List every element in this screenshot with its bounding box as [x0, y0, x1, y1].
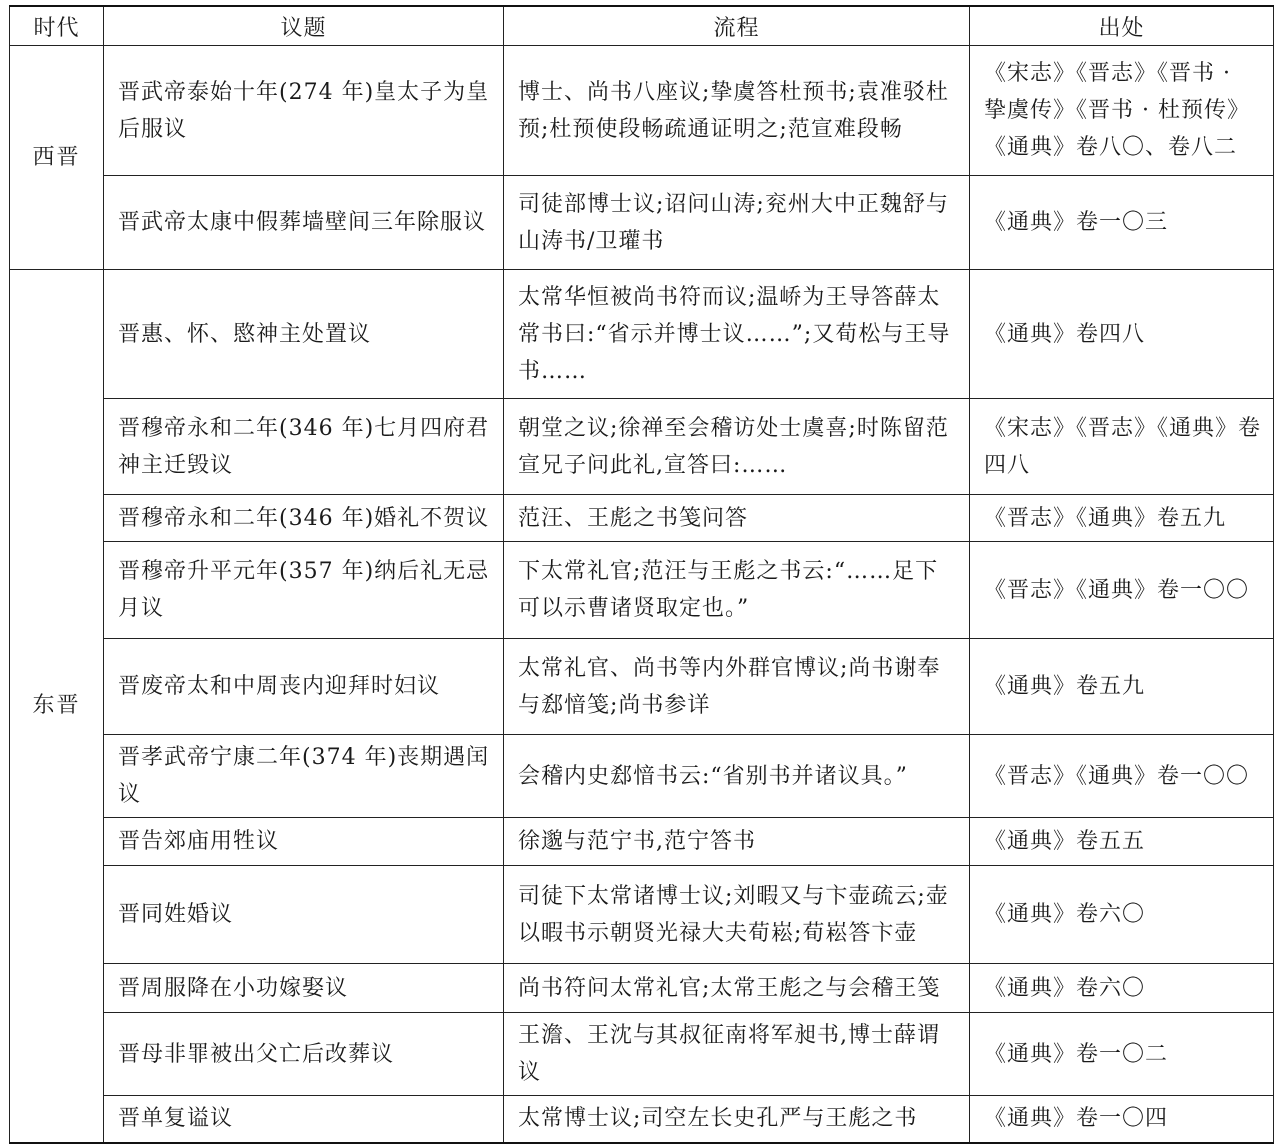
source-cell: 《宋志》《晋志》《晋书 · 挚虞传》《晋书 · 杜预传》《通典》卷八〇、卷八二	[970, 46, 1274, 176]
header-source: 出处	[970, 6, 1274, 46]
topic-cell: 晋告郊庙用牲议	[104, 818, 504, 866]
process-cell: 下太常礼官;范汪与王彪之书云:“……足下可以示曹诸贤取定也。”	[504, 542, 970, 639]
source-cell: 《通典》卷六〇	[970, 964, 1274, 1013]
header-topic: 议题	[104, 6, 504, 46]
process-cell: 朝堂之议;徐禅至会稽访处士虞喜;时陈留范宣兄子问此礼,宣答曰:……	[504, 399, 970, 495]
topic-cell: 晋穆帝升平元年(357 年)纳后礼无忌月议	[104, 542, 504, 639]
table-row	[10, 818, 1274, 866]
source-cell: 《宋志》《晋志》《通典》卷四八	[970, 399, 1274, 495]
source-cell: 《晋志》《通典》卷一〇〇	[970, 735, 1274, 818]
topic-cell: 晋同姓婚议	[104, 866, 504, 964]
table-row	[10, 866, 1274, 964]
table-row	[10, 270, 1274, 399]
topic-cell: 晋穆帝永和二年(346 年)婚礼不贺议	[104, 495, 504, 542]
source-cell: 《通典》卷六〇	[970, 866, 1274, 964]
process-cell: 太常博士议;司空左长史孔严与王彪之书	[504, 1096, 970, 1143]
source-cell: 《通典》卷四八	[970, 270, 1274, 399]
source-cell: 《通典》卷一〇三	[970, 176, 1274, 270]
header-era: 时代	[10, 6, 104, 46]
source-cell: 《晋志》《通典》卷五九	[970, 495, 1274, 542]
header-row	[10, 6, 1274, 46]
table-row	[10, 495, 1274, 542]
process-cell: 范汪、王彪之书笺问答	[504, 495, 970, 542]
process-cell: 司徒部博士议;诏问山涛;兖州大中正魏舒与山涛书/卫瓘书	[504, 176, 970, 270]
process-cell: 太常华恒被尚书符而议;温峤为王导答薛太常书曰:“省示并博士议……”;又荀松与王导书……	[504, 270, 970, 399]
source-cell: 《通典》卷一〇四	[970, 1096, 1274, 1143]
table-row	[10, 964, 1274, 1013]
era-cell: 东晋	[10, 270, 104, 1143]
topic-cell: 晋周服降在小功嫁娶议	[104, 964, 504, 1013]
topic-cell: 晋武帝太康中假葬墙壁间三年除服议	[104, 176, 504, 270]
table-row	[10, 1013, 1274, 1096]
table-container	[9, 5, 1274, 1144]
process-cell: 会稽内史郄愔书云:“省别书并诸议具。”	[504, 735, 970, 818]
topic-cell: 晋惠、怀、愍神主处置议	[104, 270, 504, 399]
topic-cell: 晋穆帝永和二年(346 年)七月四府君神主迁毁议	[104, 399, 504, 495]
process-cell: 太常礼官、尚书等内外群官博议;尚书谢奉与郄愔笺;尚书参详	[504, 639, 970, 735]
process-cell: 尚书符问太常礼官;太常王彪之与会稽王笺	[504, 964, 970, 1013]
header-process: 流程	[504, 6, 970, 46]
topic-cell: 晋武帝泰始十年(274 年)皇太子为皇后服议	[104, 46, 504, 176]
process-cell: 司徒下太常诸博士议;刘暇又与卞壶疏云;壶以暇书示朝贤光禄大夫荀崧;荀崧答卞壶	[504, 866, 970, 964]
table-body	[10, 46, 1274, 1143]
topic-cell: 晋母非罪被出父亡后改葬议	[104, 1013, 504, 1096]
table-row	[10, 639, 1274, 735]
table-row	[10, 1096, 1274, 1143]
topic-cell: 晋孝武帝宁康二年(374 年)丧期遇闰议	[104, 735, 504, 818]
process-cell: 徐邈与范宁书,范宁答书	[504, 818, 970, 866]
source-cell: 《通典》卷五五	[970, 818, 1274, 866]
table-row	[10, 542, 1274, 639]
process-cell: 博士、尚书八座议;挚虞答杜预书;袁准驳杜预;杜预使段畅疏通证明之;范宣难段畅	[504, 46, 970, 176]
era-cell: 西晋	[10, 46, 104, 270]
table-row	[10, 176, 1274, 270]
process-cell: 王澹、王沈与其叔征南将军昶书,博士薛谓议	[504, 1013, 970, 1096]
source-cell: 《通典》卷五九	[970, 639, 1274, 735]
table-header	[10, 6, 1274, 46]
table-row	[10, 735, 1274, 818]
source-cell: 《晋志》《通典》卷一〇〇	[970, 542, 1274, 639]
table-row	[10, 399, 1274, 495]
topic-cell: 晋废帝太和中周丧内迎拜时妇议	[104, 639, 504, 735]
source-cell: 《通典》卷一〇二	[970, 1013, 1274, 1096]
topic-cell: 晋单复谥议	[104, 1096, 504, 1143]
debate-table	[9, 5, 1274, 1144]
table-row	[10, 46, 1274, 176]
